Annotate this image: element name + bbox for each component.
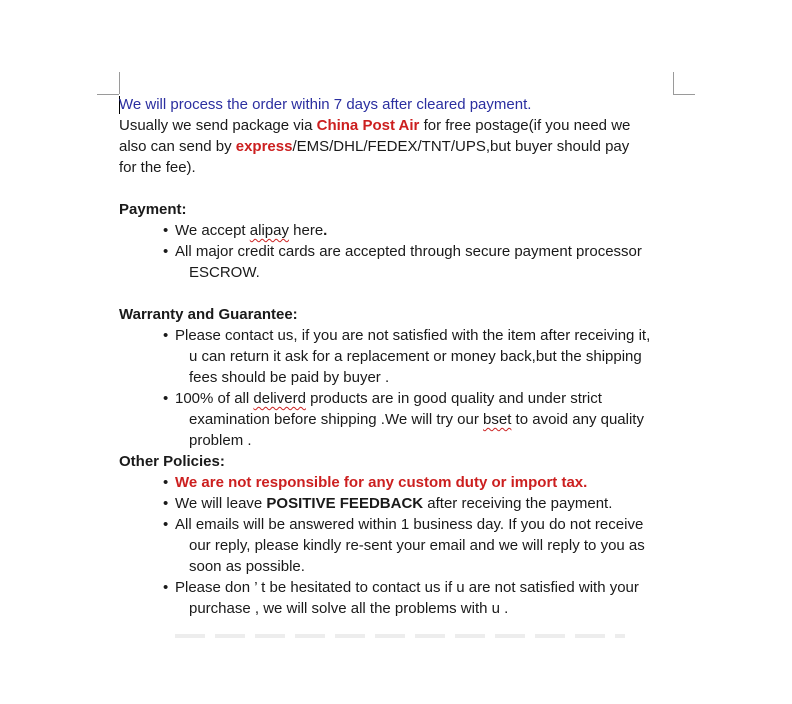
list-text: ESCROW. <box>189 264 260 281</box>
list-text: Please don ’ t be hesitated to contact us if u are not satisfied with your <box>175 579 639 596</box>
intro-text: /EMS/DHL/FEDEX/TNT/UPS,but buyer should pay <box>292 138 630 155</box>
list-text: We are not responsible for any custom duty or import tax. <box>175 474 588 491</box>
list-text: All major credit cards are accepted through secure payment processor <box>175 243 642 260</box>
list-text: We will leave <box>175 495 267 512</box>
list-text: We accept <box>175 222 250 239</box>
list-item <box>163 325 689 388</box>
intro-text: Usually we send package via <box>119 117 317 134</box>
intro-line-2 <box>119 115 689 136</box>
bullet-icon: • <box>163 579 169 596</box>
intro-line-4: for the fee). <box>119 159 196 176</box>
payment-list <box>119 220 689 283</box>
warranty-list <box>119 325 689 451</box>
bullet-icon: • <box>163 474 169 491</box>
list-text: problem . <box>189 432 252 449</box>
list-text <box>175 493 689 514</box>
bullet-icon: • <box>163 243 169 260</box>
list-text <box>175 409 689 430</box>
shipping-method-emphasis: China Post Air <box>316 117 420 134</box>
spellcheck-word: alipay <box>249 222 289 239</box>
list-text: u can return it ask for a replacement or money back,but the shipping <box>189 348 642 365</box>
crop-mark-left-horizontal <box>97 94 119 95</box>
list-item <box>163 493 689 514</box>
list-text: products are in good quality and under strict <box>305 390 602 407</box>
feedback-emphasis: POSITIVE FEEDBACK <box>266 495 424 512</box>
blank-line <box>119 178 689 199</box>
spellcheck-word: bset <box>483 411 512 428</box>
list-item <box>163 241 689 283</box>
list-text: purchase , we will solve all the problems with u . <box>189 600 509 617</box>
warranty-heading: Warranty and Guarantee: <box>119 306 298 323</box>
spellcheck-word: deliverd <box>253 390 306 407</box>
list-text: . <box>323 222 328 239</box>
list-item <box>163 472 689 493</box>
intro-line-1: We will process the order within 7 days after cleared payment. <box>119 96 532 113</box>
list-text: soon as possible. <box>189 558 305 575</box>
intro-text: for free postage(if you need we <box>419 117 631 134</box>
bullet-icon: • <box>163 495 169 512</box>
blank-line <box>119 283 689 304</box>
list-text: examination before shipping .We will try our <box>189 411 484 428</box>
policies-heading: Other Policies: <box>119 453 225 470</box>
express-emphasis: express <box>235 138 293 155</box>
crop-mark-right-vertical <box>673 72 674 94</box>
list-text: here <box>288 222 324 239</box>
list-text: to avoid any quality <box>511 411 644 428</box>
bullet-icon: • <box>163 390 169 407</box>
list-item <box>163 388 689 451</box>
intro-line-3 <box>119 136 689 157</box>
list-item <box>163 577 689 619</box>
list-item <box>163 220 689 241</box>
list-text: All emails will be answered within 1 business day. If you do not receive <box>175 516 644 533</box>
list-text: after receiving the payment. <box>423 495 613 512</box>
bullet-icon: • <box>163 222 169 239</box>
document-body[interactable] <box>119 94 689 619</box>
list-text: Please contact us, if you are not satisfied with the item after receiving it, <box>175 327 651 344</box>
list-text: fees should be paid by buyer . <box>189 369 390 386</box>
bullet-icon: • <box>163 327 169 344</box>
list-item <box>163 514 689 577</box>
bullet-icon: • <box>163 516 169 533</box>
list-text: 100% of all <box>175 390 254 407</box>
intro-text: also can send by <box>119 138 236 155</box>
payment-heading: Payment: <box>119 201 187 218</box>
list-text: our reply, please kindly re-sent your email and we will reply to you as <box>189 537 645 554</box>
policies-list <box>119 472 689 619</box>
faint-text-remnant <box>175 634 625 638</box>
list-text <box>175 388 689 409</box>
crop-mark-left-vertical <box>119 72 120 94</box>
